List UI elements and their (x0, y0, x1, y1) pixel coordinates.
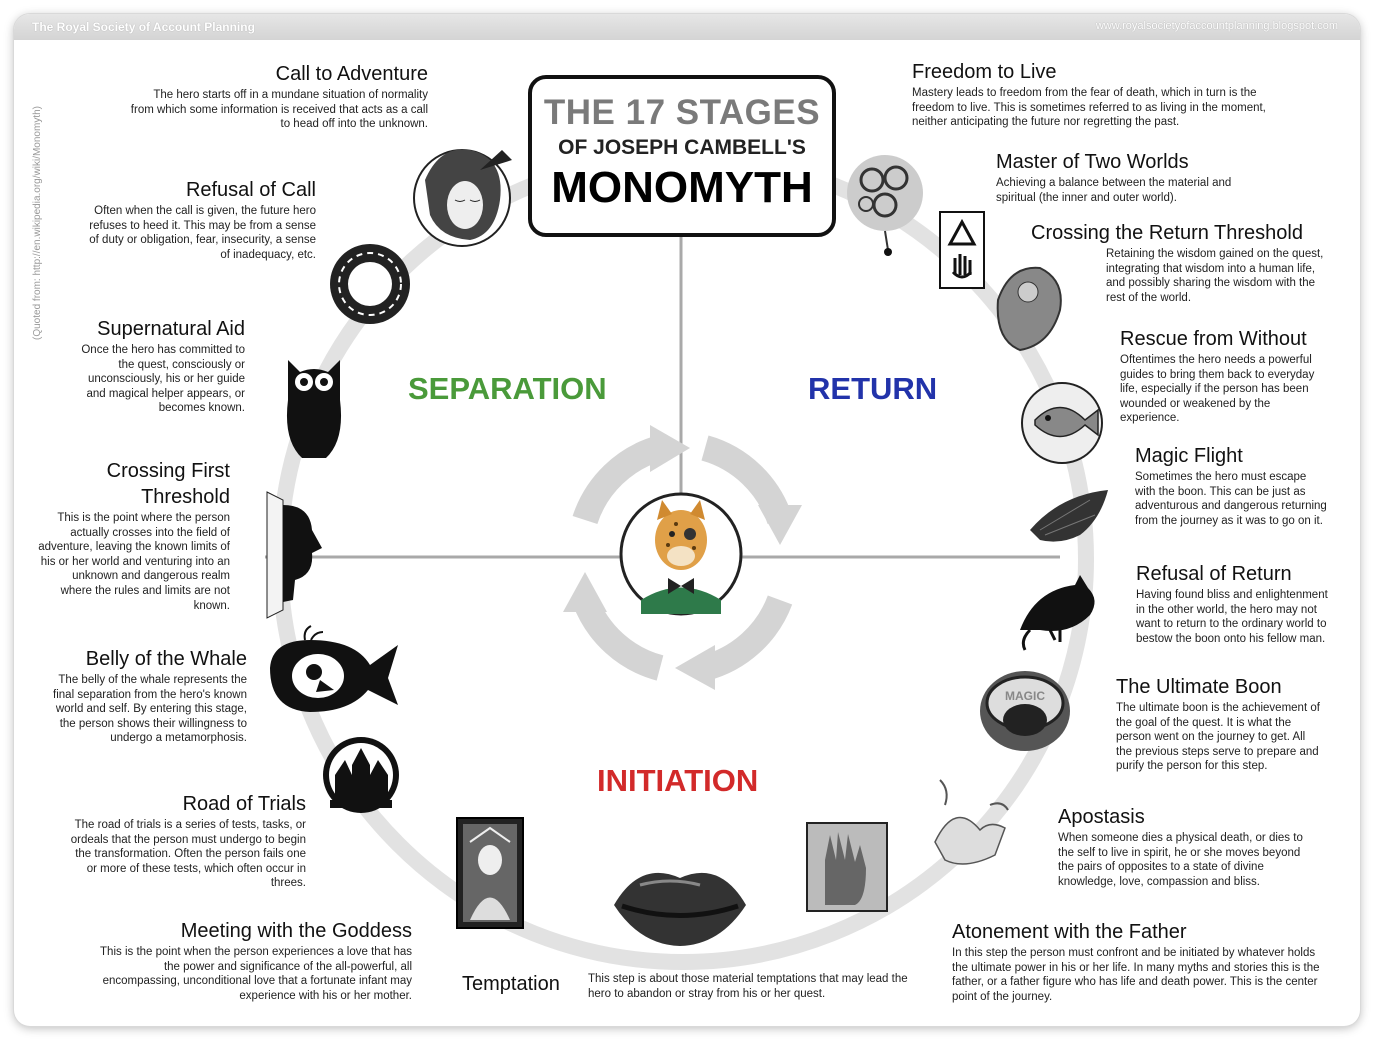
stage-call-to-adventure (128, 62, 428, 132)
stage-desc: Having found bliss and enlightenment in the other world, the hero may not want to return to the ordinary world to bestow the boon onto his fellow man. (1136, 589, 1328, 645)
stage-road-of-trials (68, 792, 306, 891)
stage-title: Temptation (462, 973, 560, 995)
source-note-text: (Quoted from: http://en.wikipedia.org/wiki/Monomyth) (32, 106, 43, 340)
stage-atonement-with-father (952, 920, 1322, 1004)
stage-magic-flight (1135, 444, 1327, 528)
stage-title: Refusal of Return (1136, 563, 1292, 585)
stage-desc: This step is about those material temptations that may lead the hero to abandon or stray from his or her quest. (588, 973, 908, 1000)
stage-desc: Often when the call is given, the future hero refuses to heed it. This may be from a sense of duty or obligation, fear, insecurity, a sense of inadequacy, etc. (89, 205, 316, 261)
stage-master-of-two-worlds (996, 150, 1256, 205)
stage-desc: Oftentimes the hero needs a powerful guides to bring them back to everyday life, especially if the person has been wounded or weakened by the experience. (1120, 354, 1315, 425)
stage-desc: The road of trials is a series of tests, tasks, or ordeals that the person must undergo to begin the transformation. Often the person fails one or more of these tests, which often occur in threes. (70, 819, 306, 890)
goddess-tarot-icon (457, 818, 523, 928)
stage-desc: This is the point when the person experiences a love that has the power and significance of the all-powerful, all encompassing, unconditional love that a fortunate infant may experience with his or her mother. (100, 946, 412, 1002)
stage-crossing-return-threshold (1031, 221, 1341, 305)
stage-title: Call to Adventure (275, 63, 428, 85)
stage-desc: Once the hero has committed to the quest, consciously or unconsciously, his or her guide and magical helper appears, or becomes known. (81, 344, 245, 415)
stage-desc: This is the point where the person actually crosses into the field of adventure, leaving the known limits of his or her world and venturing into an unknown and dangerous realm where the rules and limits are not known. (38, 512, 230, 612)
hand-palm-icon (807, 823, 887, 911)
stage-title: Supernatural Aid (97, 318, 245, 340)
stage-crossing-first-threshold (38, 459, 230, 613)
sleeping-girl-icon (414, 149, 512, 246)
stage-apostasis (1058, 805, 1308, 889)
stage-desc: The belly of the whale represents the final separation from the hero's known world and self. By entering this stage, the person shows their willingness to undergo a metamorphosis. (53, 674, 247, 745)
spiral-balloon-icon (847, 155, 923, 256)
stage-temptation-desc (588, 970, 918, 1001)
stage-title: Refusal of Call (185, 179, 316, 201)
stage-title: Crossing the Return Threshold (1031, 222, 1303, 244)
cheetah-hero-icon (621, 494, 741, 614)
phase-initiation: INITIATION (597, 763, 759, 798)
haunted-castle-icon (323, 737, 399, 813)
mobius-road-icon (330, 244, 410, 324)
society-name: The Royal Society of Account Planning (32, 20, 255, 34)
owl-icon (287, 360, 341, 458)
stage-title: The Ultimate Boon (1116, 676, 1282, 698)
stage-title-line-1: Crossing First (106, 460, 230, 482)
fish-rescue-icon (1022, 383, 1102, 463)
title-line-1: THE 17 STAGES (543, 93, 821, 132)
title-line-2: OF JOSEPH CAMBELL'S (558, 136, 806, 159)
title-line-3: MONOMYTH (551, 163, 813, 212)
stage-rescue-from-without (1120, 327, 1325, 426)
magic-ring-icon (980, 671, 1070, 751)
stage-temptation (462, 972, 560, 996)
stage-title: Belly of the Whale (85, 648, 247, 670)
lips-icon (614, 873, 746, 946)
door-silhouette-icon (267, 492, 322, 618)
stage-meeting-with-goddess (88, 919, 412, 1003)
stage-desc: The hero starts off in a mundane situation of normality from which some information is received that acts as a call to head off into the unknown. (130, 89, 428, 131)
stage-title: Atonement with the Father (952, 921, 1187, 943)
phase-return: RETURN (808, 371, 938, 406)
stage-title: Road of Trials (182, 793, 306, 815)
stage-refusal-of-return (1136, 562, 1336, 646)
stage-title: Meeting with the Goddess (180, 920, 412, 942)
stage-desc: Achieving a balance between the material and spiritual (the inner and outer world). (996, 177, 1232, 204)
title-box (528, 75, 836, 237)
stage-title: Magic Flight (1135, 445, 1243, 467)
stage-desc: The ultimate boon is the achievement of the goal of the quest. It is what the person went on the journey to get. All the previous steps serve to prepare and purify the person for this step. (1116, 702, 1320, 773)
stage-ultimate-boon (1116, 675, 1324, 774)
stage-belly-of-the-whale (50, 647, 247, 746)
stage-desc: Mastery leads to freedom from the fear of death, which in turn is the freedom to live. This is sometimes referred to as living in the moment, neither anticipating the future nor regretting the past. (912, 87, 1266, 129)
stage-title: Master of Two Worlds (996, 151, 1189, 173)
wing-icon (1030, 490, 1108, 542)
stage-refusal-of-call (84, 178, 316, 262)
blog-url: www.royalsocietyofaccountplanning.blogspot.com (1095, 20, 1338, 32)
stage-desc: Retaining the wisdom gained on the quest, integrating that wisdom into a human life, and possibly sharing the wisdom with the rest of the world. (1106, 248, 1324, 304)
stage-title: Apostasis (1058, 806, 1145, 828)
stage-desc: In this step the person must confront and be initiated by whatever holds the ultimate power in his or her life. In many myths and stories this is the father, or a father figure who has life and death power. This is the center point of the journey. (952, 947, 1320, 1003)
stage-desc: Sometimes the hero must escape with the boon. This can be just as adventurous and dangerous returning from the journey as it was to go on it. (1135, 471, 1327, 527)
stage-title-line-2: Threshold (141, 486, 230, 508)
stage-freedom-to-live (912, 60, 1297, 130)
stage-supernatural-aid (68, 317, 245, 416)
stage-title: Freedom to Live (912, 61, 1057, 83)
stage-title: Rescue from Without (1120, 328, 1307, 350)
threshold-signs-icon (940, 212, 984, 288)
stage-desc: When someone dies a physical death, or dies to the self to live in spirit, he or she moves beyond the pairs of opposites to a state of divine knowledge, love, compassion and bliss. (1058, 832, 1303, 888)
phase-separation: SEPARATION (408, 371, 607, 406)
ring-logo-text: MAGIC (1005, 689, 1045, 703)
